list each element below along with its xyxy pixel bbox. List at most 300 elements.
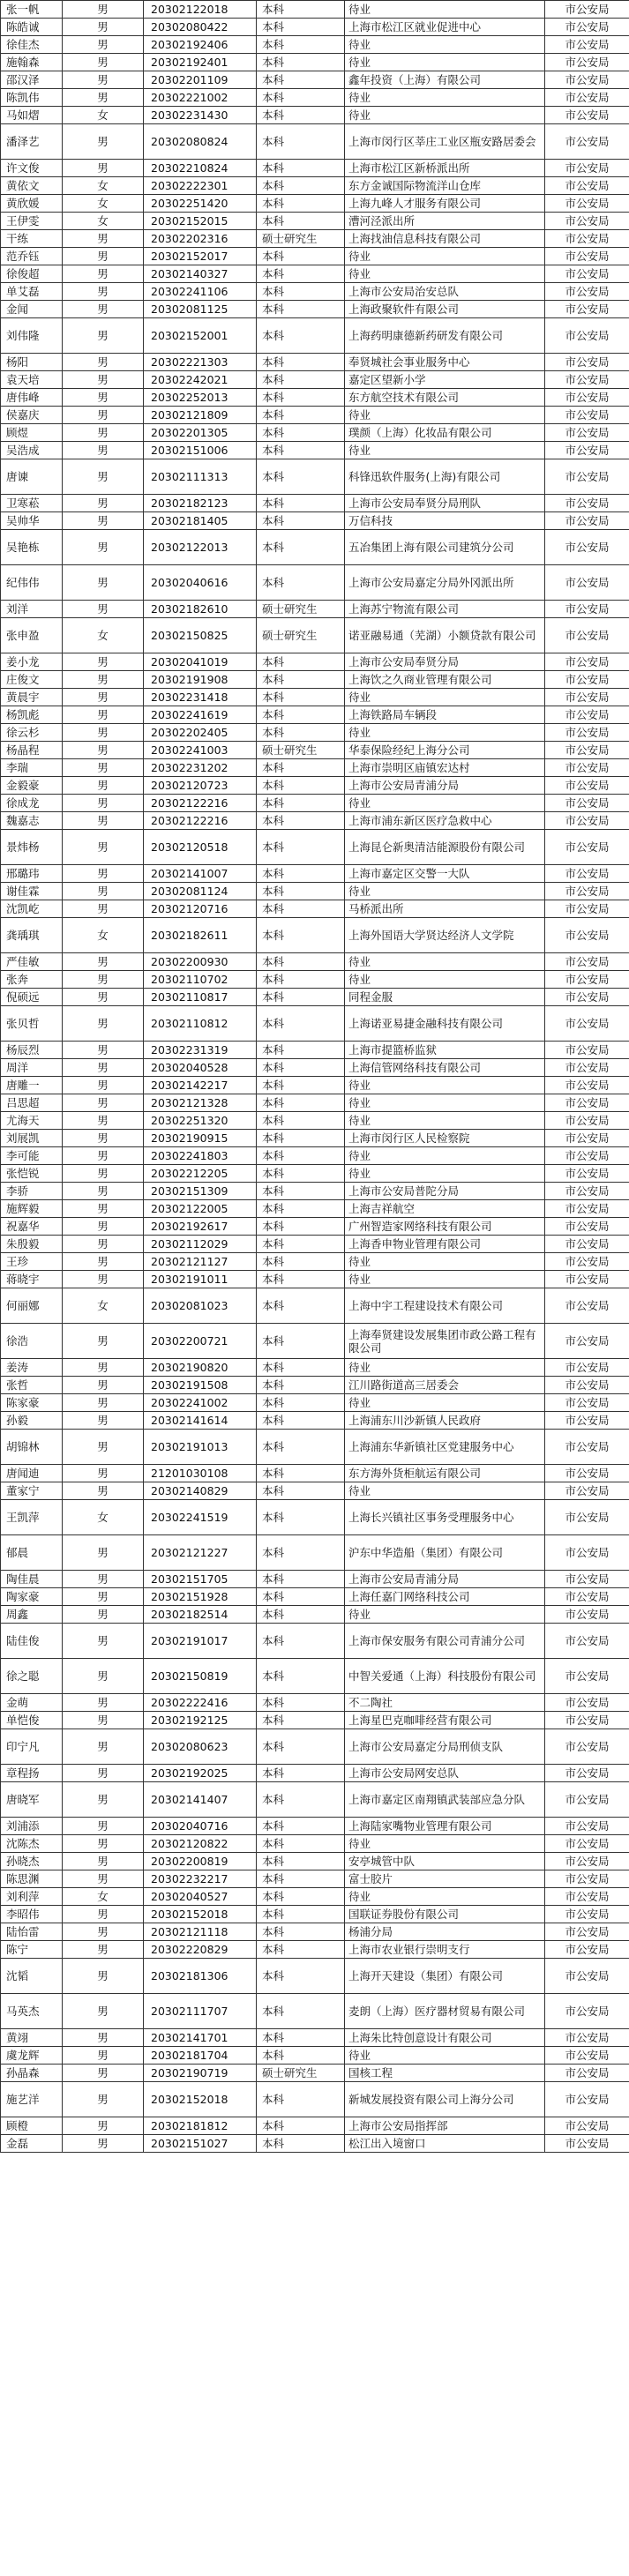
- cell-id: 20302192401: [144, 54, 257, 71]
- cell-name: 单恺俊: [1, 1712, 63, 1729]
- cell-name: 纪伟伟: [1, 565, 63, 601]
- cell-dept: 市公安局: [545, 971, 629, 989]
- cell-id: 20302182123: [144, 495, 257, 512]
- cell-edu: 本科: [257, 795, 345, 812]
- cell-dept: 市公安局: [545, 2082, 629, 2117]
- cell-edu: 本科: [257, 195, 345, 213]
- cell-unit: 上海信管网络科技有限公司: [345, 1059, 545, 1077]
- cell-name: 张贝哲: [1, 1006, 63, 1042]
- cell-sex: 男: [63, 1324, 144, 1359]
- cell-edu: 本科: [257, 318, 345, 354]
- cell-name: 章程扬: [1, 1765, 63, 1782]
- cell-edu: 本科: [257, 1729, 345, 1765]
- table-row: [1, 1236, 629, 1253]
- cell-sex: 男: [63, 2117, 144, 2135]
- cell-edu: 本科: [257, 1888, 345, 1906]
- cell-sex: 男: [63, 989, 144, 1006]
- cell-name: 周洋: [1, 1059, 63, 1077]
- table-row: [1, 1588, 629, 1606]
- cell-sex: 男: [63, 1923, 144, 1941]
- cell-id: 20302192125: [144, 1712, 257, 1729]
- cell-sex: 男: [63, 689, 144, 706]
- cell-dept: 市公安局: [545, 706, 629, 724]
- cell-unit: 同程金服: [345, 989, 545, 1006]
- cell-id: 20302220829: [144, 1941, 257, 1959]
- cell-name: 严佳敏: [1, 953, 63, 971]
- cell-dept: 市公安局: [545, 759, 629, 777]
- cell-edu: 本科: [257, 812, 345, 830]
- cell-dept: 市公安局: [545, 812, 629, 830]
- cell-unit: 待业: [345, 971, 545, 989]
- cell-sex: 男: [63, 71, 144, 89]
- cell-edu: 本科: [257, 883, 345, 900]
- cell-unit: 待业: [345, 1253, 545, 1271]
- cell-unit: 待业: [345, 1835, 545, 1853]
- cell-edu: 本科: [257, 459, 345, 495]
- cell-unit: 上海市闵行区莘庄工业区瓶安路居委会: [345, 124, 545, 160]
- cell-name: 马英杰: [1, 1994, 63, 2029]
- cell-dept: 市公安局: [545, 195, 629, 213]
- cell-name: 吴浩成: [1, 442, 63, 459]
- cell-dept: 市公安局: [545, 1535, 629, 1571]
- cell-unit: 上海市松江区就业促进中心: [345, 19, 545, 36]
- cell-dept: 市公安局: [545, 1359, 629, 1377]
- cell-edu: 本科: [257, 865, 345, 883]
- table-row: [1, 1959, 629, 1994]
- cell-id: 20302081124: [144, 883, 257, 900]
- cell-name: 唐谏: [1, 459, 63, 495]
- cell-sex: 女: [63, 1500, 144, 1535]
- cell-unit: 上海朱比特创意设计有限公司: [345, 2029, 545, 2047]
- cell-unit: 待业: [345, 724, 545, 742]
- cell-edu: 本科: [257, 777, 345, 795]
- cell-id: 20302231418: [144, 689, 257, 706]
- table-row: [1, 1765, 629, 1782]
- cell-unit: 待业: [345, 953, 545, 971]
- cell-edu: 本科: [257, 248, 345, 265]
- cell-edu: 本科: [257, 1324, 345, 1359]
- cell-unit: 上海陆家嘴物业管理有限公司: [345, 1818, 545, 1835]
- cell-edu: 本科: [257, 1906, 345, 1923]
- cell-id: 20302152018: [144, 1906, 257, 1923]
- cell-edu: 本科: [257, 1782, 345, 1818]
- cell-dept: 市公安局: [545, 2047, 629, 2065]
- cell-sex: 男: [63, 1729, 144, 1765]
- cell-unit: 待业: [345, 1271, 545, 1288]
- cell-unit: 待业: [345, 1094, 545, 1112]
- cell-dept: 市公安局: [545, 601, 629, 618]
- cell-edu: 本科: [257, 354, 345, 371]
- cell-sex: 男: [63, 495, 144, 512]
- table-row: [1, 1059, 629, 1077]
- cell-name: 刘洋: [1, 601, 63, 618]
- cell-name: 李瑞: [1, 759, 63, 777]
- cell-name: 沈凯屹: [1, 900, 63, 918]
- table-row: [1, 1412, 629, 1430]
- cell-name: 吴帅华: [1, 512, 63, 530]
- cell-sex: 男: [63, 883, 144, 900]
- cell-id: 20302191013: [144, 1430, 257, 1465]
- cell-unit: 上海药明康德新药研发有限公司: [345, 318, 545, 354]
- cell-id: 20302152015: [144, 213, 257, 230]
- cell-name: 祝嘉华: [1, 1218, 63, 1236]
- cell-sex: 男: [63, 389, 144, 407]
- cell-sex: 男: [63, 459, 144, 495]
- cell-edu: 本科: [257, 1465, 345, 1482]
- table-row: [1, 71, 629, 89]
- cell-dept: 市公安局: [545, 495, 629, 512]
- cell-sex: 男: [63, 1712, 144, 1729]
- cell-sex: 男: [63, 653, 144, 671]
- cell-id: 20302150825: [144, 618, 257, 653]
- table-row: [1, 389, 629, 407]
- cell-id: 20302231319: [144, 1042, 257, 1059]
- cell-unit: 上海吉祥航空: [345, 1200, 545, 1218]
- table-row: [1, 1853, 629, 1870]
- cell-dept: 市公安局: [545, 1729, 629, 1765]
- cell-unit: 上海市公安局治安总队: [345, 283, 545, 301]
- cell-dept: 市公安局: [545, 671, 629, 689]
- cell-id: 20302141407: [144, 1782, 257, 1818]
- cell-name: 虞龙辉: [1, 2047, 63, 2065]
- cell-name: 许文俊: [1, 160, 63, 177]
- cell-sex: 男: [63, 424, 144, 442]
- cell-id: 20302192406: [144, 36, 257, 54]
- cell-id: 20302190915: [144, 1130, 257, 1147]
- cell-sex: 男: [63, 2135, 144, 2153]
- cell-id: 20302190719: [144, 2065, 257, 2082]
- cell-name: 金毅豪: [1, 777, 63, 795]
- table-row: [1, 1006, 629, 1042]
- cell-name: 尤海天: [1, 1112, 63, 1130]
- table-row: [1, 371, 629, 389]
- table-row: [1, 777, 629, 795]
- table-row: [1, 530, 629, 565]
- cell-unit: 上海苏宁物流有限公司: [345, 601, 545, 618]
- cell-unit: 待业: [345, 1165, 545, 1183]
- cell-dept: 市公安局: [545, 1941, 629, 1959]
- table-row: [1, 512, 629, 530]
- cell-dept: 市公安局: [545, 795, 629, 812]
- cell-name: 庄俊文: [1, 671, 63, 689]
- cell-dept: 市公安局: [545, 71, 629, 89]
- cell-name: 侯嘉庆: [1, 407, 63, 424]
- cell-edu: 本科: [257, 89, 345, 107]
- cell-id: 20302210824: [144, 160, 257, 177]
- table-row: [1, 565, 629, 601]
- cell-dept: 市公安局: [545, 918, 629, 953]
- cell-id: 20302201109: [144, 71, 257, 89]
- cell-unit: 上海市公安局奉贤分局刑队: [345, 495, 545, 512]
- cell-edu: 本科: [257, 671, 345, 689]
- cell-sex: 男: [63, 900, 144, 918]
- table-row: [1, 1941, 629, 1959]
- cell-id: 20302140327: [144, 265, 257, 283]
- cell-sex: 女: [63, 195, 144, 213]
- cell-sex: 男: [63, 1042, 144, 1059]
- cell-edu: 本科: [257, 2047, 345, 2065]
- cell-unit: 上海市公安局嘉定分局刑侦支队: [345, 1729, 545, 1765]
- cell-name: 沈陈杰: [1, 1835, 63, 1853]
- cell-edu: 本科: [257, 1183, 345, 1200]
- cell-id: 20302192617: [144, 1218, 257, 1236]
- table-row: [1, 1094, 629, 1112]
- table-row: [1, 724, 629, 742]
- cell-sex: 男: [63, 1694, 144, 1712]
- cell-sex: 男: [63, 301, 144, 318]
- cell-dept: 市公安局: [545, 1765, 629, 1782]
- cell-name: 胡锦林: [1, 1430, 63, 1465]
- table-row: [1, 283, 629, 301]
- table-row: [1, 160, 629, 177]
- cell-dept: 市公安局: [545, 1059, 629, 1077]
- cell-dept: 市公安局: [545, 2065, 629, 2082]
- table-row: [1, 213, 629, 230]
- cell-name: 黄翊: [1, 2029, 63, 2047]
- cell-edu: 本科: [257, 971, 345, 989]
- cell-name: 邵汉泽: [1, 71, 63, 89]
- table-row: [1, 318, 629, 354]
- cell-unit: 上海市公安局指挥部: [345, 2117, 545, 2135]
- table-row: [1, 1535, 629, 1571]
- cell-id: 20302141614: [144, 1412, 257, 1430]
- cell-name: 唐伟峰: [1, 389, 63, 407]
- cell-dept: 市公安局: [545, 230, 629, 248]
- table-row: [1, 2047, 629, 2065]
- cell-edu: 本科: [257, 2135, 345, 2153]
- cell-unit: 上海诺亚易捷金融科技有限公司: [345, 1006, 545, 1042]
- cell-name: 龚瑀琪: [1, 918, 63, 953]
- cell-edu: 本科: [257, 160, 345, 177]
- table-row: [1, 1359, 629, 1377]
- cell-sex: 男: [63, 1906, 144, 1923]
- table-row: [1, 1888, 629, 1906]
- cell-dept: 市公安局: [545, 1, 629, 19]
- cell-unit: 上海市农业银行崇明支行: [345, 1941, 545, 1959]
- cell-sex: 男: [63, 601, 144, 618]
- cell-dept: 市公安局: [545, 2029, 629, 2047]
- table-row: [1, 107, 629, 124]
- table-row: [1, 1183, 629, 1200]
- cell-edu: 本科: [257, 1006, 345, 1042]
- table-row: [1, 1324, 629, 1359]
- table-row: [1, 1130, 629, 1147]
- cell-sex: 男: [63, 2029, 144, 2047]
- cell-sex: 男: [63, 1271, 144, 1288]
- cell-unit: 上海市公安局普陀分局: [345, 1183, 545, 1200]
- table-row: [1, 2065, 629, 2082]
- cell-unit: 上海市公安局青浦分局: [345, 1571, 545, 1588]
- cell-name: 刘伟隆: [1, 318, 63, 354]
- cell-id: 20302252013: [144, 389, 257, 407]
- cell-dept: 市公安局: [545, 248, 629, 265]
- cell-unit: 上海市公安局青浦分局: [345, 777, 545, 795]
- cell-name: 倪硕远: [1, 989, 63, 1006]
- cell-id: 20302191017: [144, 1624, 257, 1659]
- cell-unit: 待业: [345, 89, 545, 107]
- cell-sex: 男: [63, 1183, 144, 1200]
- table-row: [1, 1500, 629, 1535]
- cell-unit: 上海找油信息科技有限公司: [345, 230, 545, 248]
- cell-unit: 上海香申物业管理有限公司: [345, 1236, 545, 1253]
- cell-unit: 待业: [345, 1112, 545, 1130]
- cell-unit: 上海市嘉定区南翔镇武装部应急分队: [345, 1782, 545, 1818]
- cell-name: 陈思渊: [1, 1870, 63, 1888]
- cell-id: 20302200819: [144, 1853, 257, 1870]
- cell-dept: 市公安局: [545, 1288, 629, 1324]
- cell-dept: 市公安局: [545, 1835, 629, 1853]
- cell-id: 20302142217: [144, 1077, 257, 1094]
- cell-dept: 市公安局: [545, 1077, 629, 1094]
- table-row: [1, 618, 629, 653]
- cell-dept: 市公安局: [545, 1112, 629, 1130]
- cell-edu: 硕士研究生: [257, 601, 345, 618]
- table-row: [1, 354, 629, 371]
- cell-name: 施翰森: [1, 54, 63, 71]
- cell-dept: 市公安局: [545, 160, 629, 177]
- cell-edu: 本科: [257, 1200, 345, 1218]
- table-row: [1, 1906, 629, 1923]
- cell-edu: 本科: [257, 36, 345, 54]
- cell-id: 20302080623: [144, 1729, 257, 1765]
- cell-dept: 市公安局: [545, 1782, 629, 1818]
- cell-edu: 本科: [257, 371, 345, 389]
- cell-sex: 男: [63, 1465, 144, 1482]
- cell-sex: 男: [63, 1870, 144, 1888]
- cell-edu: 本科: [257, 2029, 345, 2047]
- cell-sex: 男: [63, 160, 144, 177]
- cell-name: 陈凯伟: [1, 89, 63, 107]
- cell-unit: 上海饮之久商业管理有限公司: [345, 671, 545, 689]
- cell-edu: 本科: [257, 2117, 345, 2135]
- table-row: [1, 742, 629, 759]
- cell-unit: 待业: [345, 883, 545, 900]
- table-row: [1, 2135, 629, 2153]
- cell-unit: 麦朗（上海）医疗器材贸易有限公司: [345, 1994, 545, 2029]
- cell-sex: 男: [63, 1482, 144, 1500]
- cell-name: 杨晶程: [1, 742, 63, 759]
- cell-id: 20302192025: [144, 1765, 257, 1782]
- cell-name: 马如熠: [1, 107, 63, 124]
- cell-edu: 本科: [257, 1077, 345, 1094]
- cell-dept: 市公安局: [545, 354, 629, 371]
- cell-dept: 市公安局: [545, 1412, 629, 1430]
- cell-edu: 本科: [257, 1624, 345, 1659]
- cell-id: 20302200930: [144, 953, 257, 971]
- cell-edu: 本科: [257, 1500, 345, 1535]
- cell-unit: 上海政聚软件有限公司: [345, 301, 545, 318]
- cell-unit: 上海中宇工程建设技术有限公司: [345, 1288, 545, 1324]
- cell-edu: 本科: [257, 1359, 345, 1377]
- cell-name: 朱殷毅: [1, 1236, 63, 1253]
- cell-dept: 市公安局: [545, 1923, 629, 1941]
- cell-sex: 男: [63, 1359, 144, 1377]
- cell-unit: 上海市嘉定区交警一大队: [345, 865, 545, 883]
- cell-name: 陶家豪: [1, 1588, 63, 1606]
- cell-name: 魏嘉志: [1, 812, 63, 830]
- cell-sex: 女: [63, 177, 144, 195]
- cell-name: 徐之聪: [1, 1659, 63, 1694]
- cell-sex: 男: [63, 830, 144, 865]
- cell-name: 孙晓杰: [1, 1853, 63, 1870]
- cell-dept: 市公安局: [545, 459, 629, 495]
- cell-dept: 市公安局: [545, 2117, 629, 2135]
- table-row: [1, 1200, 629, 1218]
- table-body: [1, 1, 629, 2153]
- cell-id: 20302251320: [144, 1112, 257, 1130]
- table-row: [1, 459, 629, 495]
- table-row: [1, 795, 629, 812]
- cell-name: 干练: [1, 230, 63, 248]
- cell-name: 徐佳杰: [1, 36, 63, 54]
- cell-edu: 本科: [257, 54, 345, 71]
- cell-sex: 女: [63, 1888, 144, 1906]
- table-row: [1, 883, 629, 900]
- cell-unit: 杨浦分局: [345, 1923, 545, 1941]
- table-row: [1, 989, 629, 1006]
- cell-dept: 市公安局: [545, 1888, 629, 1906]
- table-row: [1, 865, 629, 883]
- cell-id: 20302122018: [144, 1, 257, 19]
- cell-id: 20302241003: [144, 742, 257, 759]
- cell-sex: 男: [63, 1659, 144, 1694]
- table-row: [1, 1288, 629, 1324]
- cell-edu: 本科: [257, 71, 345, 89]
- cell-name: 何丽娜: [1, 1288, 63, 1324]
- cell-dept: 市公安局: [545, 1465, 629, 1482]
- cell-sex: 女: [63, 213, 144, 230]
- cell-edu: 本科: [257, 1535, 345, 1571]
- cell-name: 徐浩: [1, 1324, 63, 1359]
- cell-dept: 市公安局: [545, 1500, 629, 1535]
- cell-dept: 市公安局: [545, 1994, 629, 2029]
- cell-name: 谢佳霖: [1, 883, 63, 900]
- cell-name: 范乔钰: [1, 248, 63, 265]
- cell-edu: 硕士研究生: [257, 742, 345, 759]
- cell-dept: 市公安局: [545, 618, 629, 653]
- cell-sex: 男: [63, 1853, 144, 1870]
- cell-name: 周鑫: [1, 1606, 63, 1624]
- cell-dept: 市公安局: [545, 1394, 629, 1412]
- cell-name: 印宁凡: [1, 1729, 63, 1765]
- cell-sex: 男: [63, 371, 144, 389]
- cell-sex: 男: [63, 1994, 144, 2029]
- cell-sex: 男: [63, 1571, 144, 1588]
- cell-id: 20302040716: [144, 1818, 257, 1835]
- cell-name: 杨阳: [1, 354, 63, 371]
- cell-id: 20302150819: [144, 1659, 257, 1694]
- cell-dept: 市公安局: [545, 530, 629, 565]
- cell-name: 姜小龙: [1, 653, 63, 671]
- cell-unit: 马桥派出所: [345, 900, 545, 918]
- cell-id: 20302241002: [144, 1394, 257, 1412]
- cell-dept: 市公安局: [545, 407, 629, 424]
- table-row: [1, 1077, 629, 1094]
- cell-name: 金闻: [1, 301, 63, 318]
- cell-edu: 本科: [257, 530, 345, 565]
- cell-id: 20302121118: [144, 1923, 257, 1941]
- cell-name: 卫寒菘: [1, 495, 63, 512]
- cell-sex: 男: [63, 742, 144, 759]
- cell-edu: 本科: [257, 759, 345, 777]
- cell-id: 20302122216: [144, 812, 257, 830]
- cell-dept: 市公安局: [545, 318, 629, 354]
- table-row: [1, 812, 629, 830]
- cell-name: 陈宁: [1, 1941, 63, 1959]
- cell-edu: 本科: [257, 407, 345, 424]
- cell-edu: 本科: [257, 1765, 345, 1782]
- cell-unit: 待业: [345, 795, 545, 812]
